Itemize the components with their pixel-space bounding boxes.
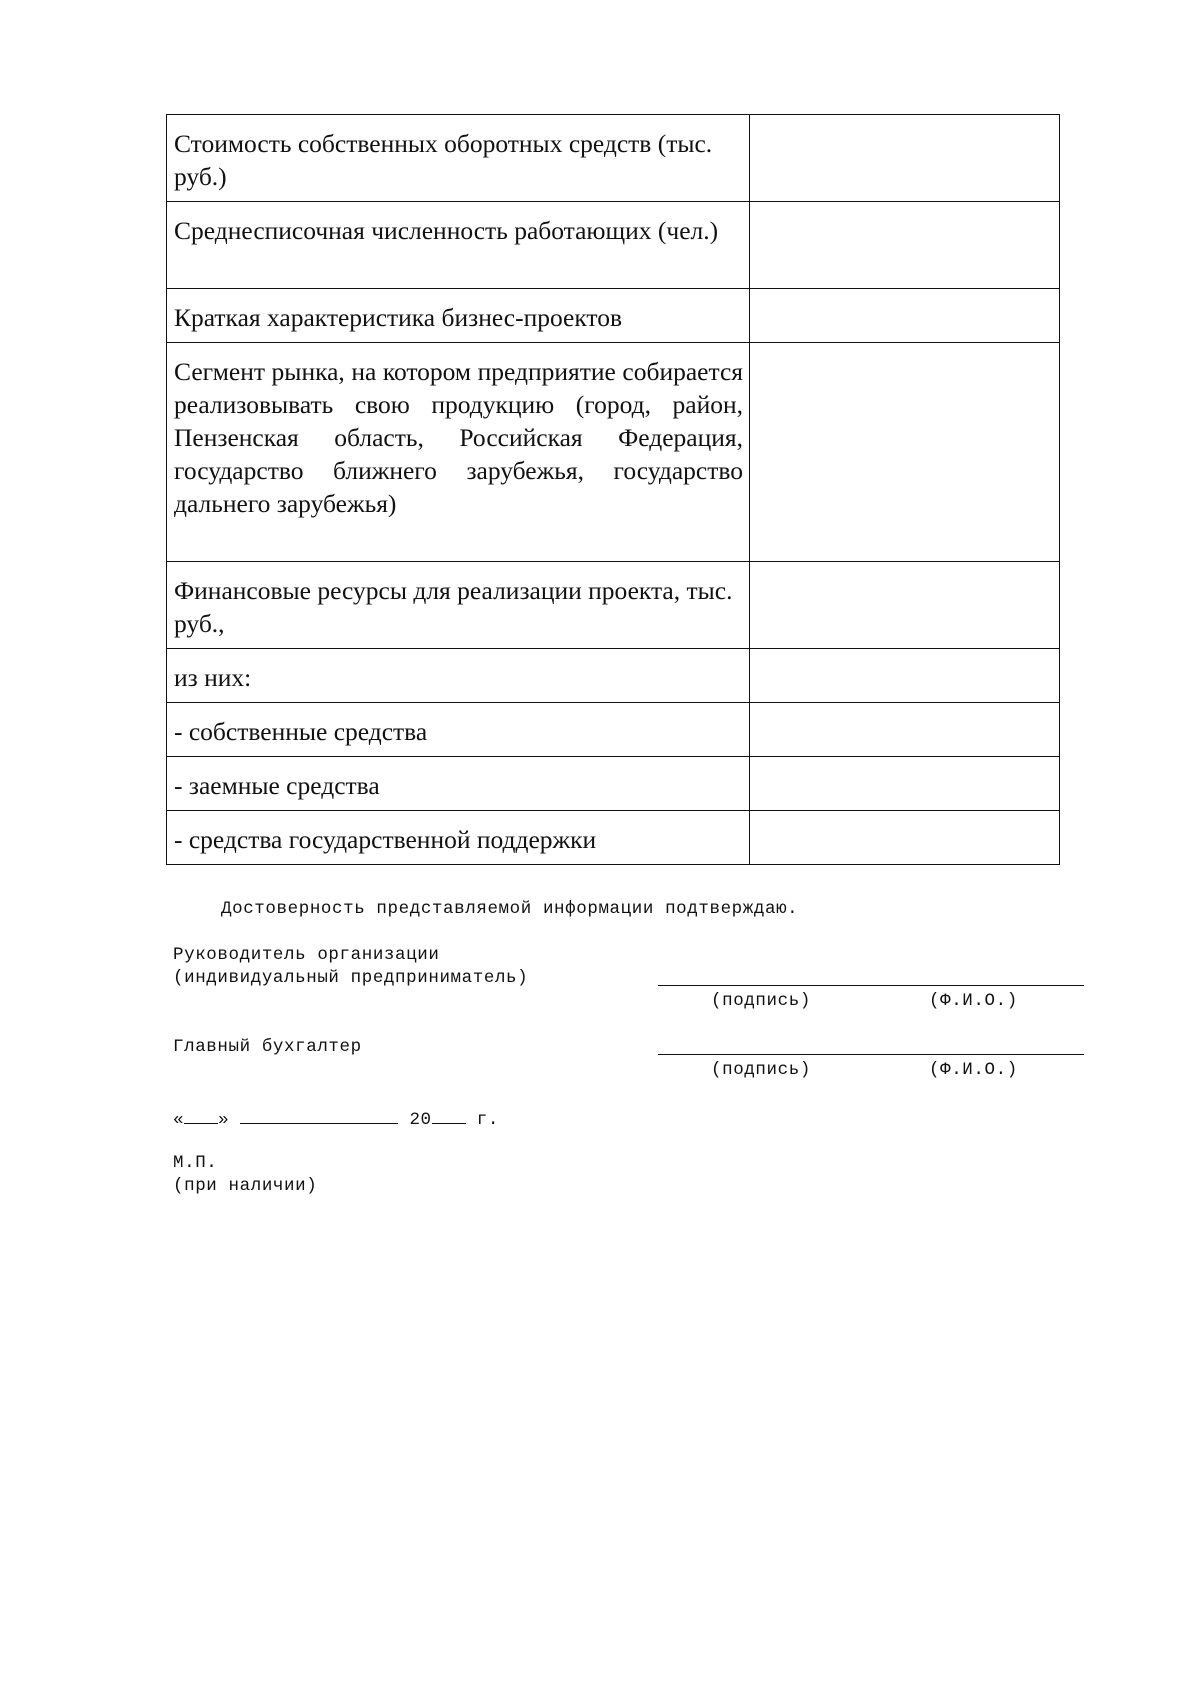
table-row: [167, 703, 1060, 757]
date-open-quote: «: [173, 1110, 185, 1130]
row-value[interactable]: [750, 703, 1060, 757]
row-label: Краткая характеристика бизнес-проектов: [167, 289, 750, 343]
head-name-caption: (Ф.И.О.): [929, 991, 1018, 1011]
row-label: Среднесписочная численность работающих (чел.): [167, 202, 750, 289]
row-value[interactable]: [750, 343, 1060, 562]
row-value[interactable]: [750, 202, 1060, 289]
table-row: [167, 202, 1060, 289]
year-blank[interactable]: [432, 1106, 466, 1124]
row-label: Сегмент рынка, на котором предприятие собирается реализовывать свою продукцию (город, район, Пензенская область, Российская Федерация, государство ближнего зарубежья, государство дальнего зарубежья): [167, 343, 750, 562]
table-row: [167, 343, 1060, 562]
row-value[interactable]: [750, 562, 1060, 649]
table-row: [167, 562, 1060, 649]
month-blank[interactable]: [240, 1106, 398, 1124]
table-row: [167, 115, 1060, 202]
day-blank[interactable]: [184, 1106, 218, 1124]
stamp-label: М.П.: [173, 1153, 218, 1173]
row-label: - заемные средства: [167, 757, 750, 811]
row-label: - собственные средства: [167, 703, 750, 757]
head-signature-line[interactable]: [658, 985, 1084, 986]
accountant-signature-caption: (подпись): [711, 1060, 811, 1080]
confirmation-text: Достоверность представляемой информации подтверждаю.: [221, 899, 799, 919]
info-table: [166, 114, 1060, 865]
accountant-title: Главный бухгалтер: [173, 1037, 362, 1057]
row-label: Финансовые ресурсы для реализации проекта, тыс. руб.,: [167, 562, 750, 649]
year-prefix: 20: [409, 1110, 432, 1130]
stamp-note: (при наличии): [173, 1176, 318, 1196]
table-row: [167, 757, 1060, 811]
table-row: [167, 811, 1060, 865]
row-label: - средства государственной поддержки: [167, 811, 750, 865]
row-value[interactable]: [750, 649, 1060, 703]
row-label: Стоимость собственных оборотных средств (тыс. руб.): [167, 115, 750, 202]
year-suffix: г.: [476, 1110, 499, 1130]
table-row: [167, 289, 1060, 343]
head-title: Руководитель организации: [173, 945, 440, 965]
accountant-signature-line[interactable]: [658, 1054, 1084, 1055]
row-label: из них:: [167, 649, 750, 703]
head-signature-caption: (подпись): [711, 991, 811, 1011]
date-line: [173, 1106, 499, 1132]
row-value[interactable]: [750, 289, 1060, 343]
accountant-name-caption: (Ф.И.О.): [929, 1060, 1018, 1080]
head-subtitle: (индивидуальный предприниматель): [173, 968, 529, 988]
date-close-quote: »: [218, 1110, 230, 1130]
row-value[interactable]: [750, 757, 1060, 811]
row-value[interactable]: [750, 811, 1060, 865]
table-row: [167, 649, 1060, 703]
row-value[interactable]: [750, 115, 1060, 202]
